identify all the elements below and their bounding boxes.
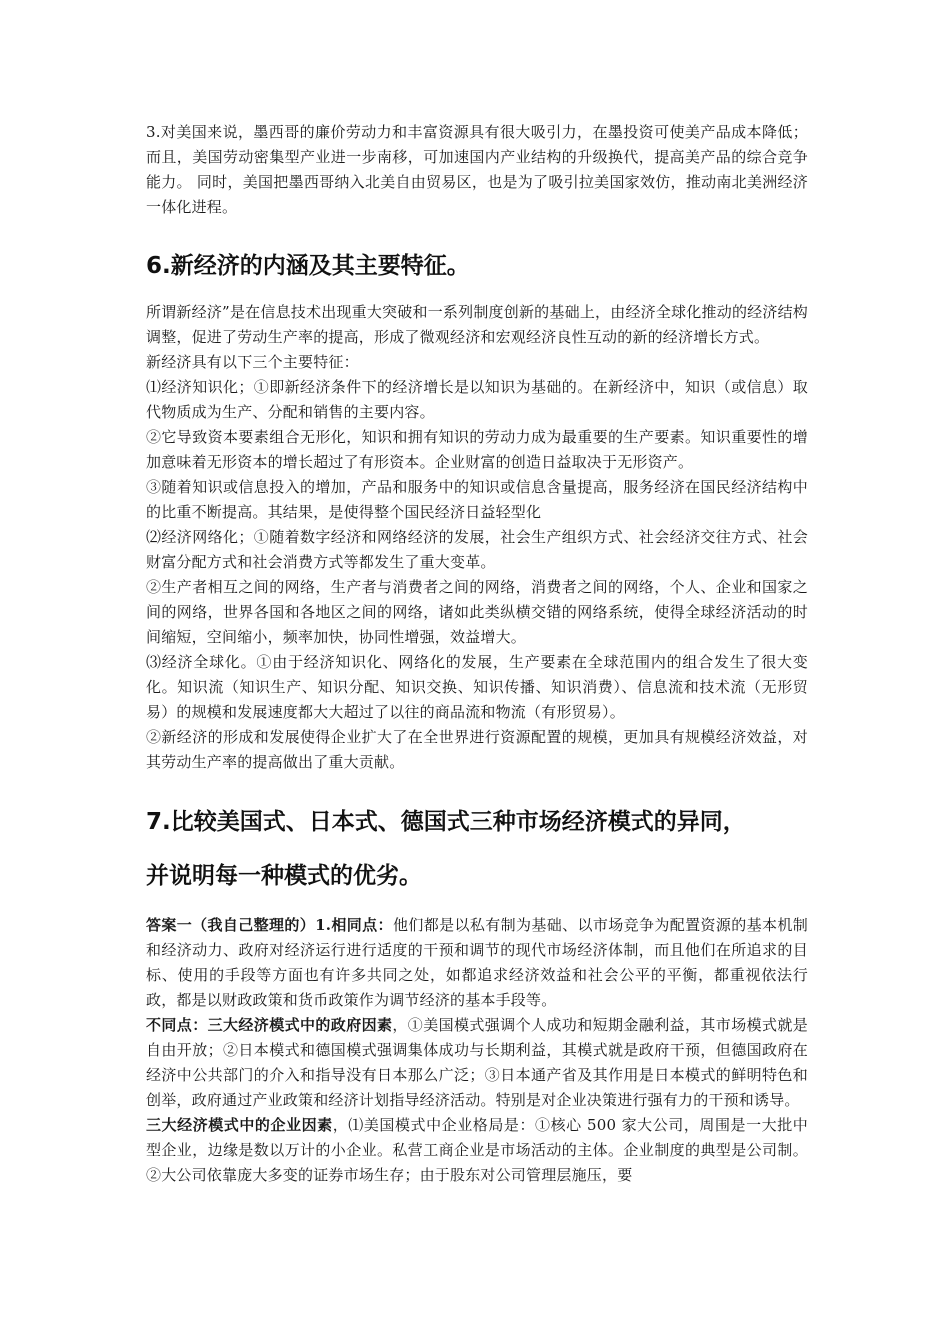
section-7-p1-bold: 答案一（我自己整理的）1.相同点： [146,916,393,934]
document-content [146,120,808,1188]
section-7-paragraph-2 [146,1013,808,1113]
section-6-item: ②它导致资本要素组合无形化，知识和拥有知识的劳动力成为最重要的生产要素。知识重要性的增加意味着无形资本的增长超过了有形资本。企业财富的创造日益取决于无形资产。 [146,428,808,471]
section-6-item: ②新经济的形成和发展使得企业扩大了在全世界进行资源配置的规模，更加具有规模经济效益，对其劳动生产率的提高做出了重大贡献。 [146,728,808,771]
section-7-p3-bold: 三大经济模式中的企业因素 [146,1116,333,1134]
section-7-p2-bold: 不同点：三大经济模式中的政府因素 [146,1016,393,1034]
section-7-p1-text: 他们都是以私有制为基础、以市场竞争为配置资源的基本机制和经济动力、政府对经济运行进行适度的干预和调节的现代市场经济体制，而且他们在所追求的目标、使用的手段等方面也有许多共同之处，如都追求经济效益和社会公平的平衡，都重视依法行政，都是以财政政策和货币政策作为调节经济的基本手段等。 [146,916,809,1009]
section-7-heading-line2: 并说明每一种模式的优劣。 [146,863,422,889]
section-6-item: ③随着知识或信息投入的增加，产品和服务中的知识或信息含量提高，服务经济在国民经济结构中的比重不断提高。其结果，是使得整个国民经济日益轻型化 [146,478,808,521]
section-6-definition: 所谓新经济”是在信息技术出现重大突破和一系列制度创新的基础上，由经济全球化推动的经济结构调整，促进了劳动生产率的提高，形成了微观经济和宏观经济良性互动的新的经济增长方式。 [146,303,808,346]
section-6-item: ⑶经济全球化。①由于经济知识化、网络化的发展，生产要素在全球范围内的组合发生了很大变化。知识流（知识生产、知识分配、知识交换、知识传播、知识消费）、信息流和技术流（无形贸易）的规模和发展速度都大大超过了以往的商品流和物流（有形贸易）。 [146,653,808,721]
section-6-item: ②生产者相互之间的网络，生产者与消费者之间的网络，消费者之间的网络，个人、企业和国家之间的网络，世界各国和各地区之间的网络，诸如此类纵横交错的网络系统，使得全球经济活动的时间缩短，空间缩小，频率加快，协同性增强，效益增大。 [146,578,808,646]
section-7-paragraph-1 [146,913,808,1013]
section-7-paragraph-3 [146,1113,808,1188]
section-6-heading: 6.新经济的内涵及其主要特征。 [146,253,470,279]
section-3-paragraph: 3.对美国来说，墨西哥的廉价劳动力和丰富资源具有很大吸引力，在墨投资可使美产品成本降低；而且，美国劳动密集型产业进一步南移，可加速国内产业结构的升级换代，提高美产品的综合竞争能力。 同时，美国把墨西哥纳入北美自由贸易区，也是为了吸引拉美国家效仿，推动南北美洲经济一体化进程。 [146,123,808,216]
section-6-item: ⑵经济网络化；①随着数字经济和网络经济的发展，社会生产组织方式、社会经济交往方式、社会财富分配方式和社会消费方式等都发生了重大变革。 [146,528,808,571]
section-7-p3-text: ，⑴美国模式中企业格局是：①核心 500 家大公司，周围是一大批中型企业，边缘是数以万计的小企业。私营工商企业是市场活动的主体。企业制度的典型是公司制。②大公司依靠庞大多变的证券市场生存；由于股东对公司管理层施压，要 [146,1116,808,1184]
section-7-p2-text: ，①美国模式强调个人成功和短期金融利益，其市场模式就是自由开放；②日本模式和德国模式强调集体成功与长期利益，其模式就是政府干预，但德国政府在经济中公共部门的介入和指导没有日本那么广泛；③日本通产省及其作用是日本模式的鲜明特色和创举，政府通过产业政策和经济计划指导经济活动。特别是对企业决策进行强有力的干预和诱导。 [146,1016,809,1109]
section-7-heading-line1: 7.比较美国式、日本式、德国式三种市场经济模式的异同， [146,809,746,835]
section-6-intro: 新经济具有以下三个主要特征： [146,353,359,371]
section-6-item: ⑴经济知识化；①即新经济条件下的经济增长是以知识为基础的。在新经济中，知识（或信息）取代物质成为生产、分配和销售的主要内容。 [146,378,808,421]
